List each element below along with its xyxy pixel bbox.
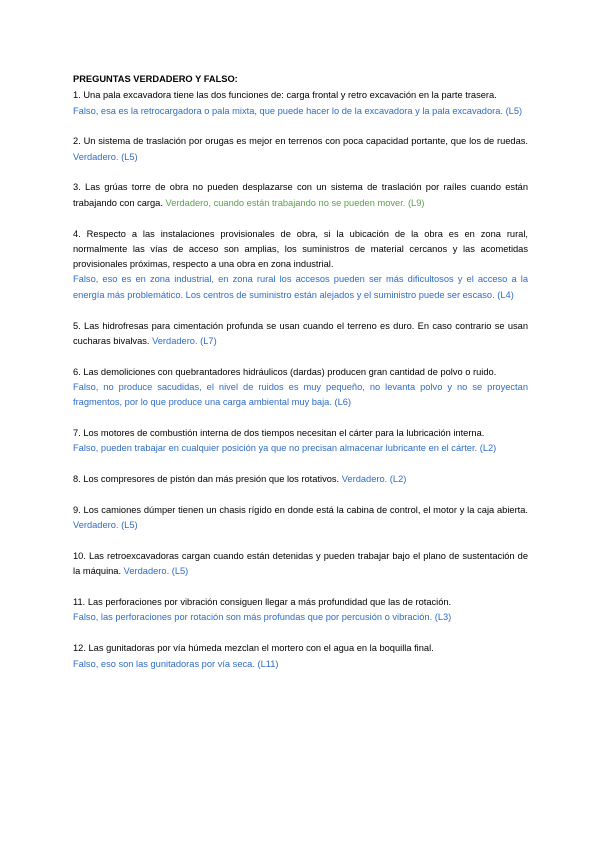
question-text-5: 5. Las hidrofresas para cimentación profunda se usan cuando el terreno es duro. En caso contrario se usan cucharas bivalvas. — [73, 320, 528, 346]
answer-text-7: Falso, pueden trabajar en cualquier posición ya que no precisan almacenar lubricante en el cárter. (L2) — [73, 443, 497, 454]
answer-text-8: Verdadero. (L2) — [341, 474, 407, 485]
question-item-2 — [73, 134, 528, 165]
answer-text-11: Falso, las perforaciones por rotación son más profundas que por percusión o vibración. (L3) — [73, 612, 452, 623]
answer-text-5: Verdadero. (L7) — [152, 335, 217, 346]
question-item-5 — [73, 319, 528, 350]
question-item-11 — [73, 595, 528, 626]
question-item-8 — [73, 472, 528, 487]
question-item-7 — [73, 426, 528, 457]
answer-text-4: Falso, eso es en zona industrial, en zona rural los accesos pueden ser más dificultosos y el acceso a la energía más problemático. Los centros de suministro están alejados y el suministro puede ser escaso. (L4) — [73, 274, 528, 300]
question-text-12: 12. Las gunitadoras por vía húmeda mezclan el mortero con el agua en la boquilla final. — [73, 643, 434, 654]
question-item-12 — [73, 641, 528, 672]
answer-text-6: Falso, no produce sacudidas, el nivel de ruidos es muy pequeño, no levanta polvo y no se proyectan fragmentos, por lo que produce una carga ambiental muy baja. (L6) — [73, 381, 528, 408]
question-text-9: 9. Los camiones dúmper tienen un chasis rígido en donde está la cabina de control, el motor y la caja abierta. — [73, 504, 528, 515]
answer-text-1: Falso, esa es la retrocargadora o pala mixta, que puede hacer lo de la excavadora y la pala excavadora. (L5) — [73, 105, 523, 116]
question-text-4: 4. Respecto a las instalaciones provisionales de obra, si la ubicación de la obra es en zona rural, normalmente las vías de acceso son amplias, los suministros de material cercanos y las acometidas provisionales próximas, respecto a una obra en zona industrial. — [73, 228, 528, 270]
answer-text-12: Falso, eso son las gunitadoras por vía seca. (L11) — [73, 658, 279, 669]
answer-text-9: Verdadero. (L5) — [73, 520, 138, 531]
document-page — [73, 72, 528, 687]
question-text-10: 10. Las retroexcavadoras cargan cuando están detenidas y pueden trabajar bajo el plano de sustentación de la máquina. — [73, 551, 528, 577]
question-item-9 — [73, 503, 528, 534]
question-text-6: 6. Las demoliciones con quebrantadores hidráulicos (dardas) producen gran cantidad de polvo o ruido. — [73, 366, 497, 377]
question-text-8: 8. Los compresores de pistón dan más presión que los rotativos. — [73, 474, 340, 485]
answer-text-10: Verdadero. (L5) — [123, 566, 189, 577]
question-item-1 — [73, 88, 528, 119]
question-item-6 — [73, 365, 528, 411]
document-title: PREGUNTAS VERDADERO Y FALSO: — [73, 74, 238, 84]
question-text-7: 7. Los motores de combustión interna de dos tiempos necesitan el cárter para la lubricación interna. — [73, 428, 485, 439]
answer-text-3: Verdadero, cuando están trabajando no se pueden mover. (L9) — [165, 197, 425, 208]
question-text-11: 11. Las perforaciones por vibración consiguen llegar a más profundidad que las de rotación. — [73, 597, 452, 608]
question-text-3: 3. Las grúas torre de obra no pueden desplazarse con un sistema de traslación por raíles cuando están trabajando con carga. — [73, 182, 528, 208]
answer-text-2: Verdadero. (L5) — [73, 151, 138, 162]
question-item-4 — [73, 227, 528, 303]
question-item-10 — [73, 549, 528, 580]
question-item-3 — [73, 180, 528, 211]
question-text-2: 2. Un sistema de traslación por orugas es mejor en terrenos con poca capacidad portante, que los de ruedas. — [73, 136, 528, 147]
question-text-1: 1. Una pala excavadora tiene las dos funciones de: carga frontal y retro excavación en la parte trasera. — [73, 90, 497, 101]
